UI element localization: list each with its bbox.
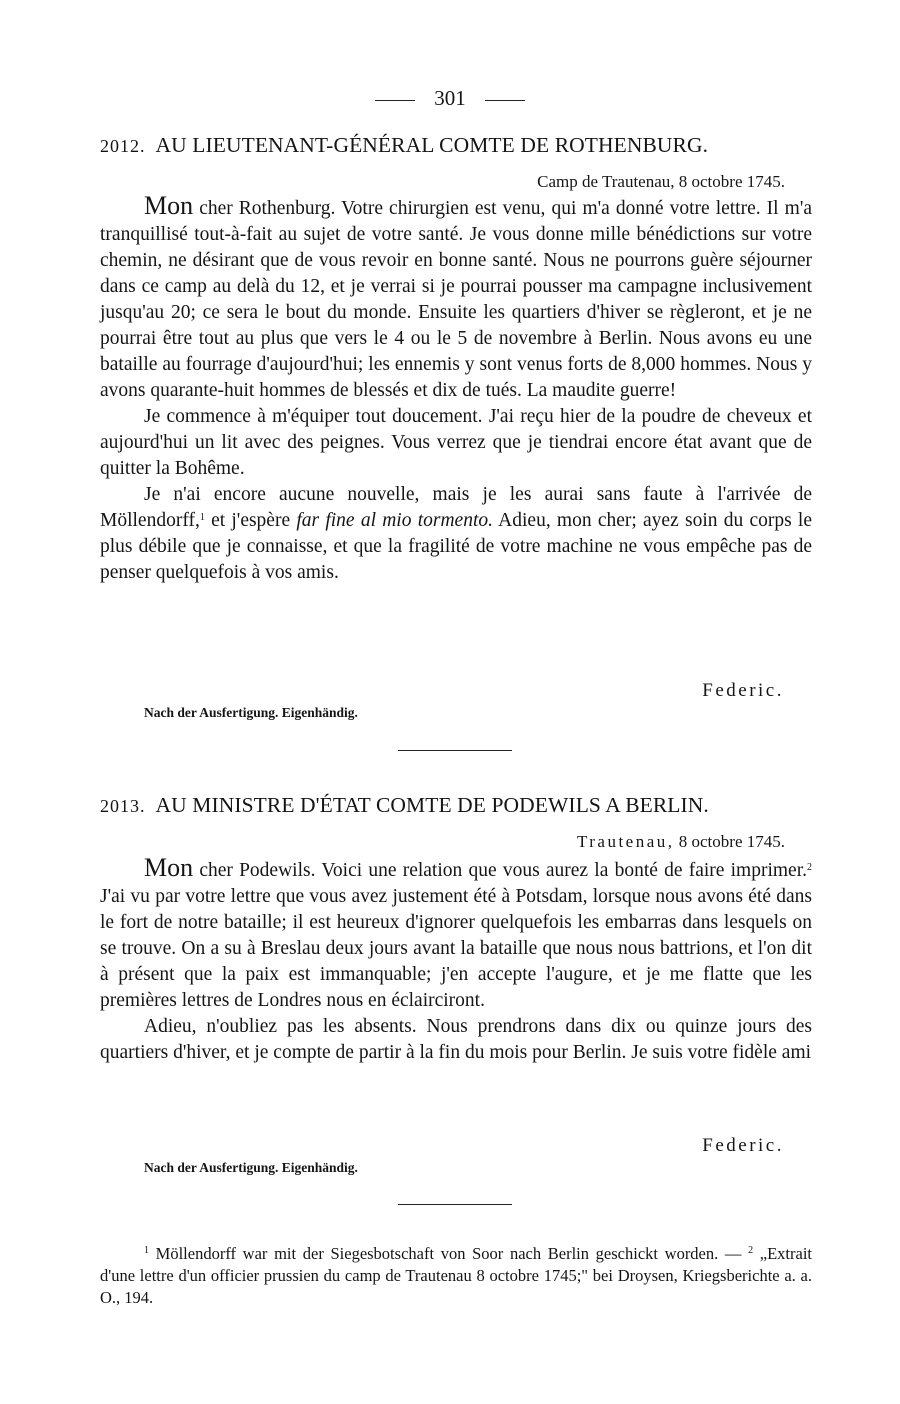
letter-number: 2012.	[100, 136, 146, 156]
italic-quote: far fine al mio tormento.	[296, 510, 493, 531]
letter-number: 2013.	[100, 796, 146, 816]
page-number: 301	[434, 86, 466, 110]
signature: Federic.	[702, 680, 784, 701]
header-dash-right	[485, 100, 525, 101]
dateline-date: 8 octobre 1745.	[678, 832, 785, 851]
letter-body	[100, 853, 812, 1066]
dateline-place: Camp de Trautenau,	[537, 172, 675, 191]
source-note: Nach der Ausfertigung. Eigenhändig.	[144, 1160, 358, 1175]
footnotes	[100, 1243, 812, 1309]
section-separator	[398, 1204, 512, 1205]
salutation: Mon	[144, 191, 194, 220]
paragraph: Adieu, n'oubliez pas les absents. Nous prendrons dans dix ou quinze jours des quartiers d'hiver, et je compte de partir à la fin du mois pour Berlin. Je suis votre fidèle ami	[100, 1016, 812, 1063]
paragraph: Mon cher Podewils. Voici une relation que vous aurez la bonté de faire imprimer.$^2$ J'ai vu par votre lettre que vous avez justement été à Potsdam, lorsque nous avons été dans le fort de notre bataille; il est heureux d'ignorer quelquefois les embarras dans lesquels on se trouve. On a su à Breslau deux jours avant la bataille que nous nous battrions, et l'on dit à présent que la paix est immanquable; j'en accepte l'augure, et je me flatte que les premières lettres de Londres nous en éclairciront.	[100, 853, 812, 1011]
letter-dateline	[537, 172, 785, 192]
letter-dateline	[577, 832, 785, 852]
footnote: $^1$ Möllendorff war mit der Siegesbotschaft von Soor nach Berlin geschickt worden. — $^2$ „Extrait d'une lettre d'un officier prussien du camp de Trautenau 8 octobre 1745;" bei Droysen, Kriegsberichte a. a. O., 194.	[100, 1244, 812, 1307]
footnote-marker: 1	[144, 1245, 149, 1256]
letter-title: AU MINISTRE D'ÉTAT COMTE DE PODEWILS A BERLIN.	[155, 793, 709, 817]
letter-body	[100, 191, 812, 586]
footnote-marker: 2	[807, 862, 812, 873]
signature: Federic.	[702, 1135, 784, 1156]
dateline-date: 8 octobre 1745.	[678, 172, 785, 191]
source-note: Nach der Ausfertigung. Eigenhändig.	[144, 705, 358, 720]
section-separator	[398, 750, 512, 751]
letter-title: AU LIEUTENANT-GÉNÉRAL COMTE DE ROTHENBURG.	[155, 133, 709, 157]
page-header	[0, 86, 900, 111]
footnote-marker: 2	[748, 1245, 754, 1256]
paragraph: Mon cher Rothenburg. Votre chirurgien est venu, qui m'a donné votre lettre. Il m'a tranquillisé tout-à-fait au sujet de votre santé. Je vous donne mille bénédictions sur votre chemin, ne désirant que de vous revoir en bonne santé. Nous ne pourrons guère séjourner dans ce camp au delà du 12, et je verrai si je pourrai pousser ma campagne inclusivement jusqu'au 20; ce sera le bout du monde. Ensuite les quartiers d'hiver se règleront, et je ne pourrai être tout au plus que vers le 4 ou le 5 de novembre à Berlin. Nous avons eu une bataille au fourrage d'aujourd'hui; les ennemis y sont venus forts de 8,000 hommes. Nous y avons quarante-huit hommes de blessés et dix de tués. La maudite guerre!	[100, 191, 812, 401]
letter-heading	[100, 133, 812, 158]
footnote-marker: 1	[199, 512, 205, 523]
paragraph: Je commence à m'équiper tout doucement. J'ai reçu hier de la poudre de cheveux et aujourd'hui un lit avec des peignes. Vous verrez que je tiendrai encore état avant que de quitter la Bohême.	[100, 406, 812, 479]
paragraph: Je n'ai encore aucune nouvelle, mais je les aurai sans faute à l'arrivée de Möllendorff,$^1$ et j'espère far fine al mio tormento. Adieu, mon cher; ayez soin du corps le plus débile que je connaisse, et que la fragilité de votre machine ne vous empêche pas de penser quelquefois à vos amis.	[100, 484, 812, 583]
salutation: Mon	[144, 853, 194, 882]
letter-heading	[100, 793, 812, 818]
header-dash-left	[375, 100, 415, 101]
dateline-place: Trautenau,	[576, 832, 675, 851]
